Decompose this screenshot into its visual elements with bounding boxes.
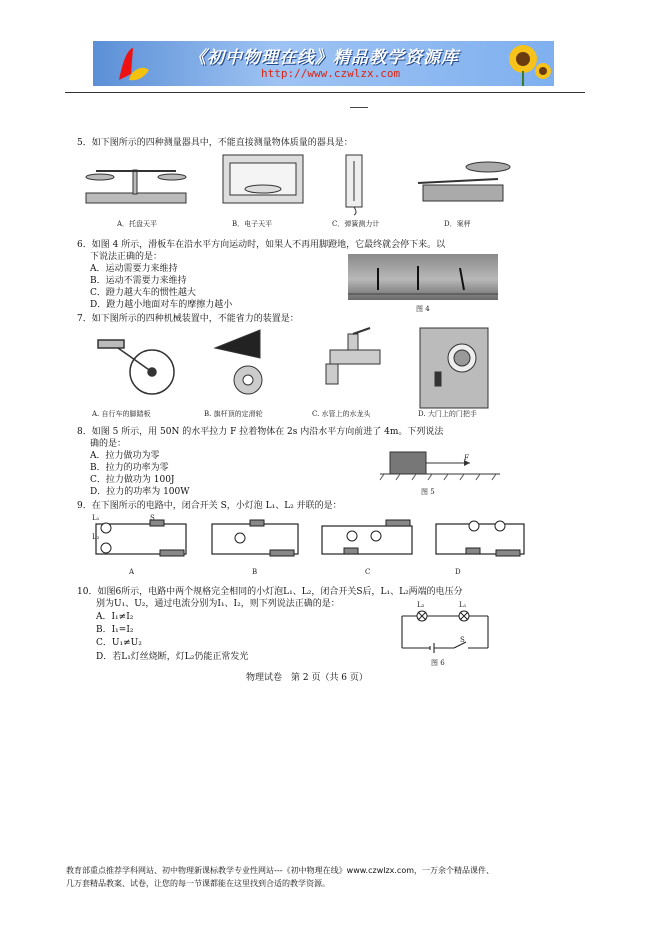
q6-option-c: C．蹬力越大车的惯性越大 (90, 288, 196, 298)
q10-stem-1: 10．如图6所示，电路中两个规格完全相同的小灯泡L₁、L₂，闭合开关S后，L₁、L₂两端的电压分 (77, 587, 463, 597)
site-footer-line-1: 教育部重点推荐学科网站、初中物理新课标教学专业性网站---《初中物理在线》www.czwlzx.com，一万余个精品课件、 (66, 866, 495, 875)
q7-stem: 7．如下图所示的四种机械装置中，不能省力的装置是： (77, 314, 299, 324)
q5-option-c: C．弹簧测力计 (332, 220, 380, 228)
q9-s-label: S (150, 514, 155, 522)
q5-option-a: A．托盘天平 (117, 220, 158, 228)
q10-l1-label: L₁ (459, 601, 467, 609)
flag-pulley-icon (215, 330, 262, 394)
banner (93, 41, 554, 86)
q8-option-b: B．拉力的功率为零 (90, 463, 169, 473)
q8-stem-1: 8．如图 5 所示，用 50N 的水平拉力 F 拉着物体在 2s 内沿水平方向前进了 4m。下列说法 (77, 427, 444, 437)
electronic-balance-icon (223, 155, 303, 203)
logo-icon (111, 44, 151, 84)
q10-option-a: A．I₁≠I₂ (96, 612, 134, 622)
q10-option-d: D．若L₁灯丝烧断，灯L₂仍能正常发光 (96, 652, 249, 662)
header-rule (65, 92, 585, 93)
sunflower-icon (493, 41, 553, 86)
q7-option-d: D. 大门上的门把手 (418, 410, 477, 418)
faucet-icon (326, 328, 380, 384)
q9-option-d: D (455, 568, 461, 576)
q7-option-c: C. 水管上的水龙头 (312, 410, 371, 418)
page-footer: 物理试卷 第 2 页（共 6 页） (246, 673, 368, 683)
q9-option-a: A (129, 568, 135, 576)
banner-title: 《初中物理在线》精品教学资源库 (189, 48, 459, 68)
q10-option-b: B．I₁=I₂ (96, 625, 134, 635)
q5-option-b: B．电子天平 (232, 220, 273, 228)
q10-stem-2: 别为U₁、U₂，通过电流分别为I₁、I₂，则下列说法正确的是： (96, 599, 340, 609)
spring-scale-icon (346, 155, 362, 215)
q9-l2-label: L₂ (92, 533, 100, 541)
q8-option-a: A．拉力做功为零 (90, 451, 160, 461)
q9-option-b: B (252, 568, 258, 576)
q6-stem-2: 下说法正确的是： (90, 252, 163, 262)
fig5-block-diagram (380, 450, 500, 484)
force-label: F (464, 454, 469, 462)
q5-figures (78, 155, 598, 215)
scooter-riders-icon (348, 254, 498, 300)
q9-circuits (90, 514, 530, 564)
q9-stem: 9．在下图所示的电路中，闭合开关 S，小灯泡 L₁、L₂ 并联的是： (77, 501, 342, 511)
q6-option-a: A．运动需要力来维持 (90, 264, 178, 274)
q9-l1-label: L₁ (92, 514, 100, 522)
scooter-photo (348, 254, 498, 300)
q9-option-c: C (365, 568, 371, 576)
q5-option-d: D．案秤 (444, 220, 471, 228)
banner-url: http://www.czwlzx.com (261, 67, 401, 80)
fig5-caption: 图 5 (421, 488, 435, 496)
q6-stem-1: 6．如图 4 所示，滑板车在沿水平方向运动时，如果人不再用脚蹬地，它最终就会停下来。以 (77, 240, 446, 250)
bicycle-pedal-icon (98, 340, 174, 394)
q6-option-b: B．运动不需要力来维持 (90, 276, 187, 286)
q10-option-c: C．U₁≠U₂ (96, 638, 142, 648)
q7-option-a: A. 自行车的脚踏板 (92, 410, 151, 418)
fig6-caption: 图 6 (431, 659, 445, 667)
page-dash (350, 107, 368, 108)
q7-option-b: B. 旗杆顶的定滑轮 (204, 410, 263, 418)
fig6-circuit (400, 606, 490, 656)
fig4-caption: 图 4 (416, 305, 430, 313)
q5-stem: 5．如下图所示的四种测量器具中，不能直接测量物体质量的器具是： (77, 138, 353, 148)
q10-s-label: S (460, 636, 465, 644)
q8-option-c: C．拉力做功为 100J (90, 475, 175, 485)
q10-l2-label: L₂ (417, 601, 425, 609)
q8-option-d: D．拉力的功率为 100W (90, 487, 190, 497)
site-footer-line-2: 几万套精品教案、试卷，让您的每一节课都能在这里找到合适的教学资源。 (66, 879, 330, 888)
q8-stem-2: 确的是： (90, 439, 127, 449)
steelyard-icon (418, 162, 510, 201)
q7-figures (90, 328, 520, 408)
q6-option-d: D．蹬力越小地面对车的摩擦力越小 (90, 300, 233, 310)
balance-icon (86, 170, 186, 203)
door-knob-icon (420, 328, 488, 408)
